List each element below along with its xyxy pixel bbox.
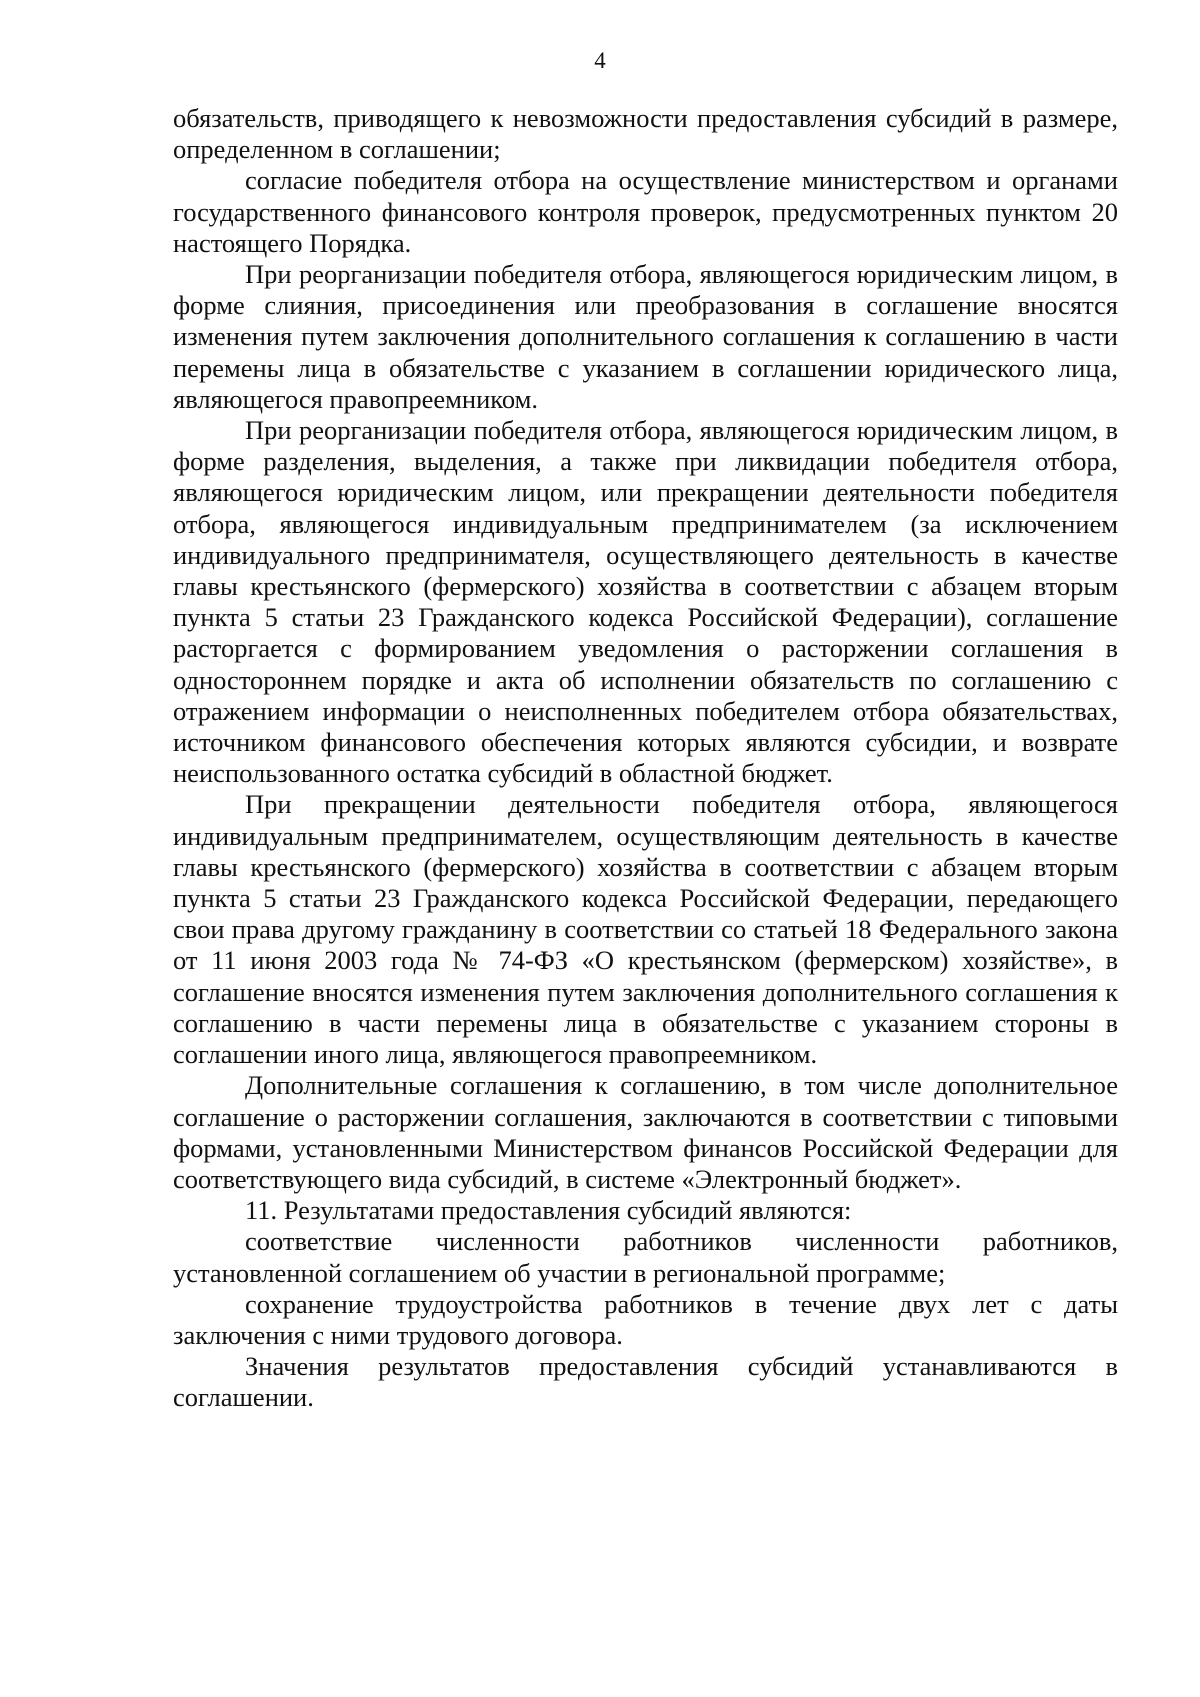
paragraph-farm-head-termination: При прекращении деятельности победителя отбора, являющегося индивидуальным предпринимателем, осуществляющим деятельность в качестве главы крестьянского (фермерского) хозяйства в соответствии с абзацем вторым пункта 5 статьи 23 Гражданского кодекса Российской Федерации, передающего свои права другому гражданину в соответствии со статьей 18 Федерального закона от 11 июня 2003 года № 74-ФЗ «О крестьянском (фермерском) хозяйстве», в соглашение вносятся изменения путем заключения дополнительного соглашения к соглашению в части перемены лица в обязательстве с указанием стороны в соглашении иного лица, являющегося правопреемником. xyxy=(173,789,1118,1070)
paragraph-consent-to-inspections: согласие победителя отбора на осуществление министерством и органами государственного финансового контроля проверок, предусмотренных пунктом 20 настоящего Порядка. xyxy=(173,165,1118,258)
paragraph-reorganization-merger: При реорганизации победителя отбора, являющегося юридическим лицом, в форме слияния, присоединения или преобразования в соглашение вносятся изменения путем заключения дополнительного соглашения к соглашению в части перемены лица в обязательстве с указанием в соглашении юридического лица, являющегося правопреемником. xyxy=(173,259,1118,414)
paragraph-obligations-continuation: обязательств, приводящего к невозможности предоставления субсидий в размере, определенном в соглашении; xyxy=(173,103,1118,165)
paragraph-section-11-results: 11. Результатами предоставления субсидий являются: xyxy=(245,1195,852,1226)
paragraph-result-employment-retention: сохранение трудоустройства работников в течение двух лет с даты заключения с ними трудового договора. xyxy=(173,1288,1118,1350)
paragraph-result-values: Значения результатов предоставления субсидий устанавливаются в соглашении. xyxy=(173,1351,1118,1413)
paragraph-result-employee-count: соответствие численности работников численности работников, установленной соглашением об участии в региональной программе; xyxy=(173,1226,1118,1288)
paragraph-reorganization-division: При реорганизации победителя отбора, являющегося юридическим лицом, в форме разделения, выделения, а также при ликвидации победителя отбора, являющегося юридическим лицом, или прекращении деятельности победителя отбора, являющегося индивидуальным предпринимателем (за исключением индивидуального предпринимателя, осуществляющего деятельность в качестве главы крестьянского (фермерского) хозяйства в соответствии с абзацем вторым пункта 5 статьи 23 Гражданского кодекса Российской Федерации), соглашение расторгается с формированием уведомления о расторжении соглашения в одностороннем порядке и акта об исполнении обязательств по соглашению с отражением информации о неисполненных победителем отбора обязательствах, источником финансового обеспечения которых являются субсидии, и возврате неиспользованного остатка субсидий в областной бюджет. xyxy=(173,415,1118,789)
document-body xyxy=(173,103,1118,1414)
page-number: 4 xyxy=(594,48,606,73)
paragraph-additional-agreements: Дополнительные соглашения к соглашению, в том числе дополнительное соглашение о расторжении соглашения, заключаются в соответствии с типовыми формами, установленными Министерством финансов Российской Федерации для соответствующего вида субсидий, в системе «Электронный бюджет». xyxy=(173,1070,1118,1194)
